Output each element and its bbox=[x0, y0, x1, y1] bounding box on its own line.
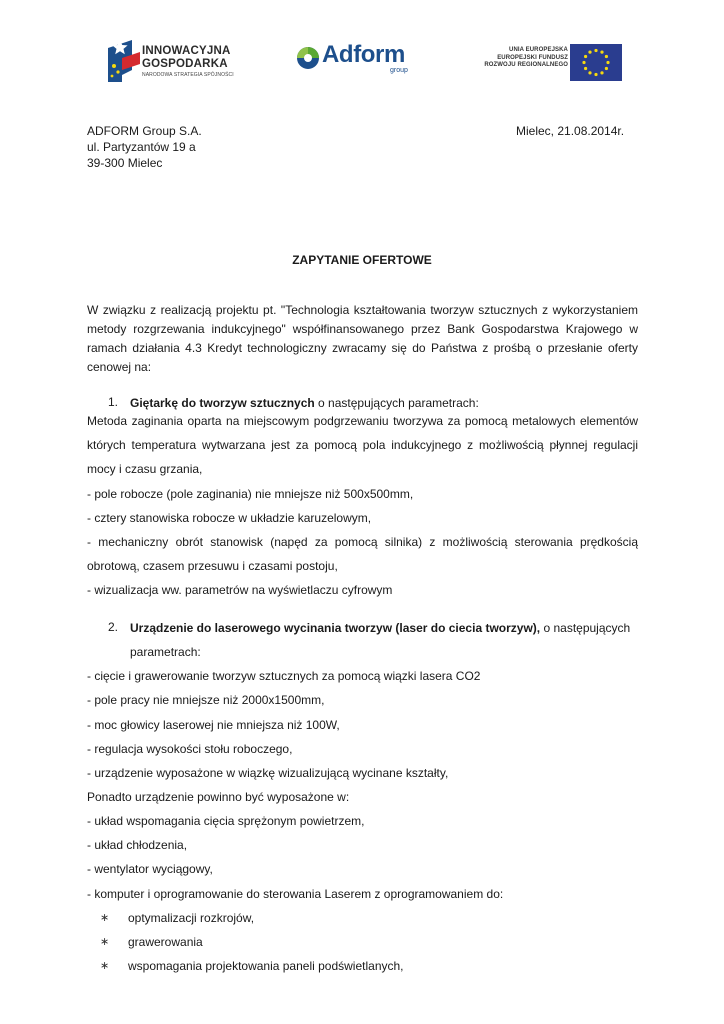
ig-logo-line3: NARODOWA STRATEGIA SPÓJNOŚCI bbox=[142, 72, 234, 78]
intro-line-2: metody rozgrzewania indukcyjnego" współfinansowanego przez Bank Gospodarstwa Krajowego w bbox=[87, 322, 638, 336]
adform-logo-sub: group bbox=[390, 67, 408, 74]
item1-param-2: - cztery stanowiska robocze w układzie karuzelowym, bbox=[87, 511, 372, 525]
innowacyjna-gospodarka-logo bbox=[106, 36, 256, 84]
ig-logo-line2: GOSPODARKA bbox=[142, 57, 228, 70]
item1-desc-line-2: których temperatura wytwarzana jest za pomocą pola indukcyjnego z możliwością płynnej regulacji bbox=[87, 438, 638, 452]
item1-param-5: - wizualizacja ww. parametrów na wyświetlaczu cyfrowym bbox=[87, 583, 393, 597]
ig-logo-line1: INNOWACYJNA bbox=[142, 45, 231, 57]
item1-heading-rest: o następujących parametrach: bbox=[314, 396, 479, 410]
item2-param-4: - regulacja wysokości stołu roboczego, bbox=[87, 742, 293, 756]
item2-bullet-3: wspomagania projektowania paneli podświetlanych, bbox=[128, 959, 404, 973]
place-date: Mielec, 21.08.2014r. bbox=[516, 124, 625, 138]
eu-logo-line2: EUROPEJSKI FUNDUSZ bbox=[497, 54, 568, 61]
page-title: ZAPYTANIE OFERTOWE bbox=[292, 253, 432, 267]
ig-star-flag-icon bbox=[106, 36, 142, 84]
item2-param-9: - wentylator wyciągowy, bbox=[87, 862, 213, 876]
item1-heading bbox=[130, 395, 479, 411]
item2-bullet-1: optymalizacji rozkrojów, bbox=[128, 911, 255, 925]
intro-line-3: ramach działania 4.3 Kredyt technologiczny zwracamy się do Państwa z prośbą o przesłanie oferty bbox=[87, 341, 638, 355]
item2-heading-rest: o następujących bbox=[540, 621, 631, 635]
adform-group-logo bbox=[296, 40, 418, 78]
sender-company: ADFORM Group S.A. bbox=[87, 124, 202, 138]
item1-desc-line-3: mocy i czasu grzania, bbox=[87, 462, 203, 476]
item2-param-7: - układ wspomagania cięcia sprężonym powietrzem, bbox=[87, 814, 365, 828]
intro-line-1: W związku z realizacją projektu pt. "Technologia kształtowania tworzyw sztucznych z wykorzystaniem bbox=[87, 303, 638, 317]
item2-bullet-2: grawerowania bbox=[128, 935, 203, 949]
bullet-icon: ∗ bbox=[100, 936, 110, 948]
item2-param-10: - komputer i oprogramowanie do sterowania Laserem z oprogramowaniem do: bbox=[87, 887, 504, 901]
sender-city: 39-300 Mielec bbox=[87, 156, 163, 170]
item1-param-4: obrotową, czasem przesuwu i czasami postoju, bbox=[87, 559, 338, 573]
item1-param-3: - mechaniczny obrót stanowisk (napęd za pomocą silnika) z możliwością sterowania prędkością bbox=[87, 535, 638, 549]
eu-logo bbox=[476, 44, 622, 81]
bullet-icon: ∗ bbox=[100, 960, 110, 972]
item2-param-6: Ponadto urządzenie powinno być wyposażone w: bbox=[87, 790, 350, 804]
item2-param-2: - pole pracy nie mniejsze niż 2000x1500mm, bbox=[87, 693, 325, 707]
intro-line-4: cenowej na: bbox=[87, 360, 152, 374]
eu-flag-icon bbox=[570, 44, 622, 81]
bullet-icon: ∗ bbox=[100, 912, 110, 924]
item2-number: 2. bbox=[108, 620, 119, 634]
item2-param-1: - cięcie i grawerowanie tworzyw sztucznych za pomocą wiązki lasera CO2 bbox=[87, 669, 481, 683]
eu-logo-line1: UNIA EUROPEJSKA bbox=[509, 47, 568, 53]
item2-heading bbox=[130, 620, 630, 636]
item2-heading-cont: parametrach: bbox=[130, 645, 201, 659]
item2-param-8: - układ chłodzenia, bbox=[87, 838, 188, 852]
eu-logo-line3: ROZWOJU REGIONALNEGO bbox=[484, 62, 568, 68]
item2-param-5: - urządzenie wyposażone w wiązkę wizualizującą wycinane kształty, bbox=[87, 766, 449, 780]
item1-desc-line-1: Metoda zaginania oparta na miejscowym podgrzewaniu tworzywa za pomocą metalowych elementów bbox=[87, 414, 638, 428]
item2-param-3: - moc głowicy laserowej nie mniejsza niż 100W, bbox=[87, 718, 340, 732]
adform-logo-name: Adform bbox=[322, 41, 405, 68]
item1-param-1: - pole robocze (pole zaginania) nie mniejsze niż 500x500mm, bbox=[87, 487, 414, 501]
sender-street: ul. Partyzantów 19 a bbox=[87, 140, 196, 154]
adform-swirl-icon bbox=[296, 46, 320, 70]
item1-number: 1. bbox=[108, 395, 119, 409]
item1-heading-bold: Giętarkę do tworzyw sztucznych bbox=[130, 396, 315, 410]
item2-heading-bold: Urządzenie do laserowego wycinania tworzyw (laser do ciecia tworzyw), bbox=[130, 621, 541, 635]
